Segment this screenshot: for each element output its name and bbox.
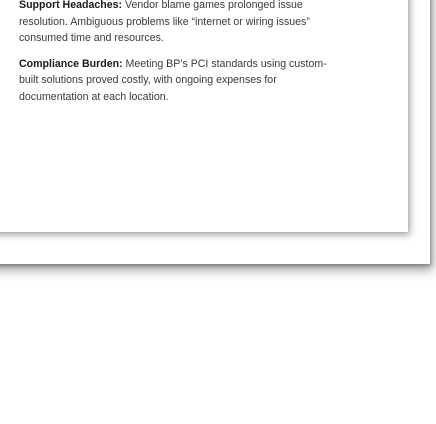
- paragraph-compliance-burden: [19, 56, 339, 106]
- page-content: [19, 0, 339, 114]
- paragraph-heading: Support Headaches:: [19, 0, 125, 11]
- paragraph-support-headaches: [19, 0, 339, 47]
- paragraph-heading: Compliance Burden:: [19, 57, 126, 70]
- paragraph-body: Vendor blame games prolonged issue resolution. Ambiguous problems like “internet or wiring issues” consumed time and resources.: [19, 0, 310, 44]
- paragraph-body: Meeting BP’s PCI standards using custom-built solutions proved costly, with ongoing expenses for documentation at each location.: [19, 57, 327, 103]
